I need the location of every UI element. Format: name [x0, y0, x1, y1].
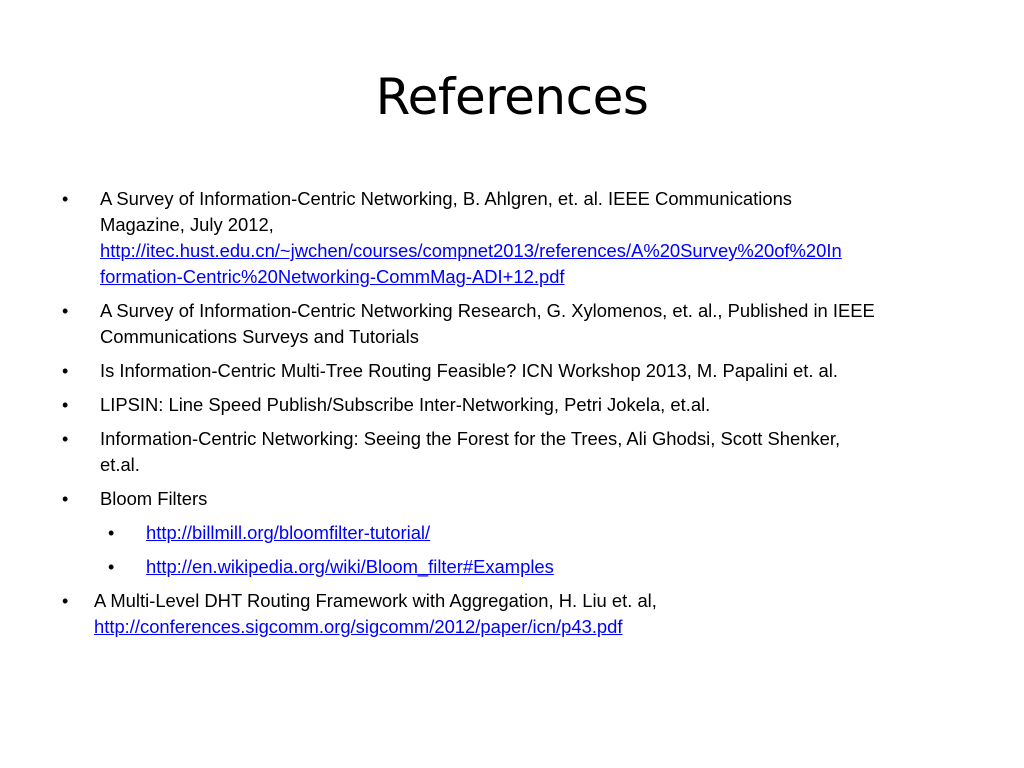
link-text-line[interactable]: http://conferences.sigcomm.org/sigcomm/2012/paper/icn/p43.pdf [94, 616, 623, 637]
bullet: • [108, 523, 115, 543]
item-text-line: A Multi-Level DHT Routing Framework with Aggregation, H. Liu et. al, [94, 590, 657, 611]
link-text-line[interactable]: formation-Centric%20Networking-CommMag-ADI+12.pdf [100, 266, 565, 287]
bullet: • [108, 557, 115, 577]
sub-list-item [0, 520, 1024, 546]
list-item [0, 298, 1024, 350]
list-item-text [100, 298, 968, 350]
list-item [0, 392, 1024, 418]
slide-title: References [375, 68, 649, 126]
list-item-text [146, 554, 966, 580]
item-text-line: Bloom Filters [100, 488, 208, 509]
bullet: • [62, 429, 69, 449]
reference-list [0, 186, 1024, 648]
item-text-line: Information-Centric Networking: Seeing the Forest for the Trees, Ali Ghodsi, Scott Shenker, [100, 428, 841, 449]
reference-link[interactable] [100, 238, 968, 264]
list-item-text [100, 392, 968, 418]
list-item [0, 486, 1024, 512]
list-item [0, 588, 1024, 640]
bloom-filter-wikipedia-link[interactable]: http://en.wikipedia.org/wiki/Bloom_filter#Examples [146, 556, 554, 577]
bullet: • [62, 591, 69, 611]
reference-link[interactable] [100, 264, 968, 290]
list-item-text [100, 486, 968, 512]
bullet: • [62, 361, 69, 381]
bullet: • [62, 489, 69, 509]
item-text-line: Magazine, July 2012, [100, 214, 274, 235]
sub-list-item [0, 554, 1024, 580]
item-text-line: Is Information-Centric Multi-Tree Routing Feasible? ICN Workshop 2013, M. Papalini et. al. [100, 360, 838, 381]
item-text-line: A Survey of Information-Centric Networking, B. Ahlgren, et. al. IEEE Communications [100, 188, 792, 209]
bullet: • [62, 395, 69, 415]
list-item [0, 358, 1024, 384]
item-text-line: LIPSIN: Line Speed Publish/Subscribe Inter-Networking, Petri Jokela, et.al. [100, 394, 711, 415]
list-item [0, 186, 1024, 290]
bullet: • [62, 301, 69, 321]
item-text-line: et.al. [100, 454, 140, 475]
list-item [0, 426, 1024, 478]
bullet: • [62, 189, 69, 209]
reference-link[interactable] [94, 614, 970, 640]
list-item-text [94, 588, 970, 640]
list-item-text [100, 186, 968, 290]
item-text-line: A Survey of Information-Centric Networking Research, G. Xylomenos, et. al., Published in IEEE [100, 300, 875, 321]
list-item-text [100, 358, 968, 384]
item-text-line: Communications Surveys and Tutorials [100, 326, 419, 347]
list-item-text [100, 426, 968, 478]
bloom-filter-tutorial-link[interactable]: http://billmill.org/bloomfilter-tutorial/ [146, 522, 431, 543]
list-item-text [146, 520, 966, 546]
link-text-line[interactable]: http://itec.hust.edu.cn/~jwchen/courses/compnet2013/references/A%20Survey%20of%20In [100, 240, 842, 261]
